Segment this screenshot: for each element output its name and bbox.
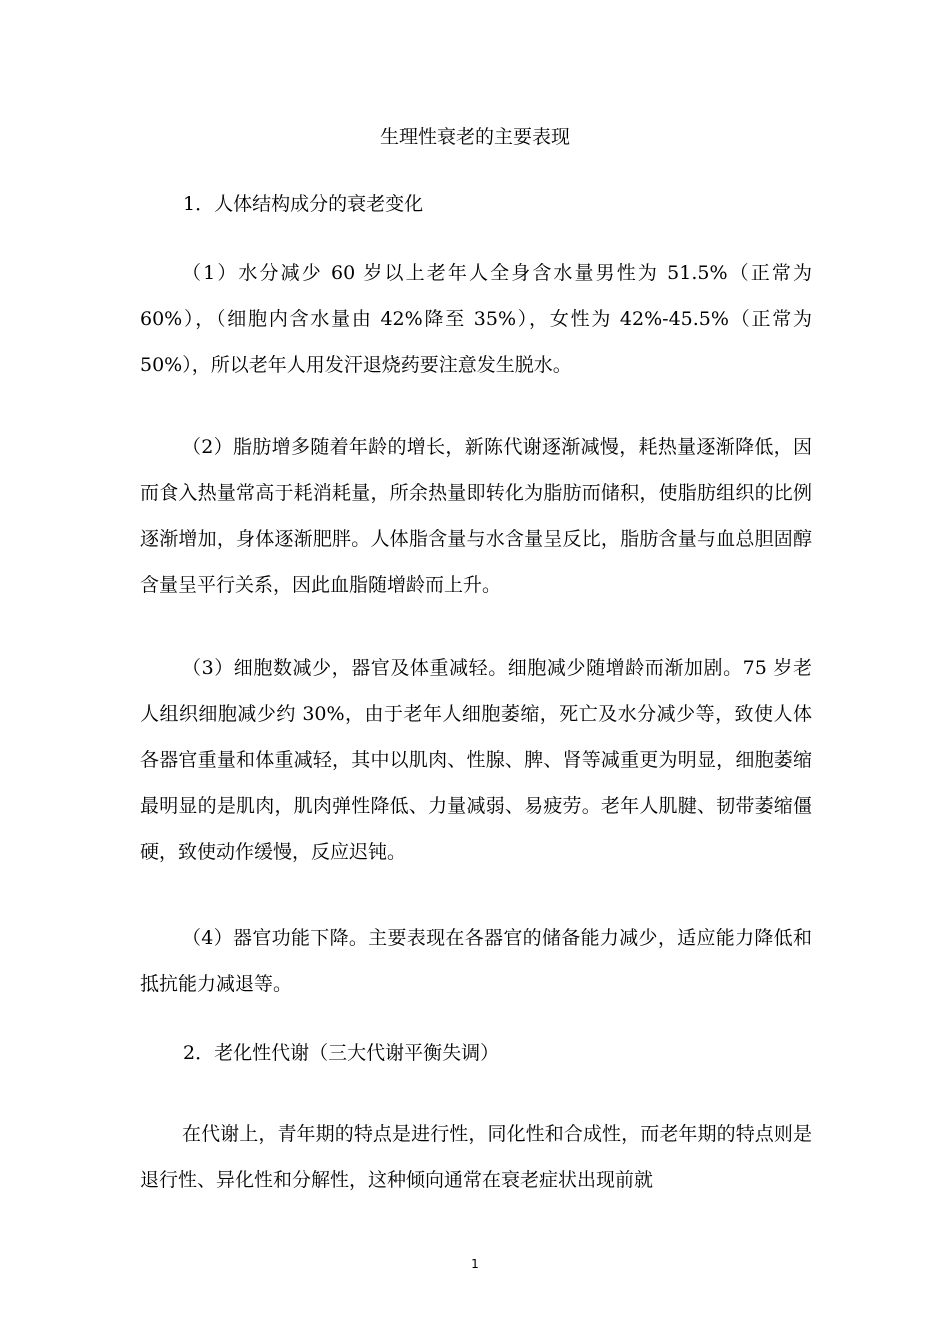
paragraph-cell-reduction: （3）细胞数减少，器官及体重减轻。细胞减少随增龄而渐加剧。75 岁老人组织细胞减少约 30%，由于老年人细胞萎缩，死亡及水分减少等，致使人体各器官重量和体重减轻，其中以肌肉、性腺、脾、肾等减重更为明显，细胞萎缩最明显的是肌肉，肌肉弹性降低、力量减弱、易疲劳。老年人肌腱、韧带萎缩僵硬，致使动作缓慢，反应迟钝。: [140, 657, 812, 863]
paragraph-water-reduction: （1）水分减少 60 岁以上老年人全身含水量男性为 51.5%（正常为 60%），（细胞内含水量由 42%降至 35%），女性为 42%-45.5%（正常为 50%），所以老年人用发汗退烧药要注意发生脱水。: [140, 262, 812, 376]
paragraph-metabolism: 在代谢上，青年期的特点是进行性，同化性和合成性，而老年期的特点则是退行性、异化性和分解性，这种倾向通常在衰老症状出现前就: [140, 1123, 812, 1191]
paragraph-fat-increase: （2）脂肪增多随着年龄的增长，新陈代谢逐渐减慢，耗热量逐渐降低，因而食入热量常高于耗消耗量，所余热量即转化为脂肪而储积，使脂肪组织的比例逐渐增加，身体逐渐肥胖。人体脂含量与水含量呈反比，脂肪含量与血总胆固醇含量呈平行关系，因此血脂随增龄而上升。: [140, 436, 812, 596]
paragraph-organ-function: （4）器官功能下降。主要表现在各器官的储备能力减少，适应能力降低和抵抗能力减退等。: [140, 927, 812, 995]
section-heading-1: 1．人体结构成分的衰老变化: [183, 193, 424, 215]
section-heading-2: 2．老化性代谢（三大代谢平衡失调）: [183, 1042, 500, 1064]
document-title: 生理性衰老的主要表现: [379, 126, 570, 148]
page-number: 1: [471, 1257, 479, 1271]
